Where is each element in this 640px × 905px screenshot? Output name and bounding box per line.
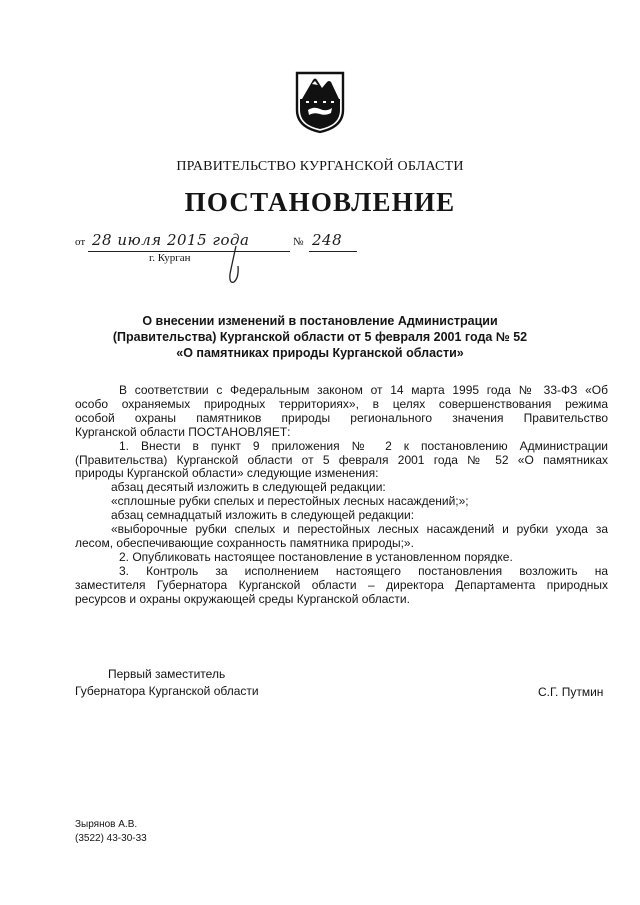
body-line: Курганской области ПОСТАНОВЛЯЕТ:: [75, 424, 291, 439]
body-line: абзац десятый изложить в следующей редакции:: [111, 480, 386, 495]
subject-line: «О памятниках природы Курганской области»: [176, 346, 464, 360]
signatory-title-line: Губернатора Курганской области: [75, 684, 259, 698]
document-subject: [90, 313, 550, 361]
signatory-name: С.Г. Путмин: [538, 685, 604, 699]
body-line: 3. Контроль за исполнением настоящего постановления возложить на: [119, 563, 608, 578]
handwriting-stroke: [222, 244, 252, 286]
body-line: природы Курганской области» следующие изменения:: [75, 466, 379, 481]
body-line: 1. Внести в пункт 9 приложения № 2 к постановлению Администрации: [119, 438, 608, 453]
body-line: особо охраняемых природных территориях», в целях совершенствования режима: [75, 396, 608, 411]
subject-line: (Правительства) Курганской области от 5 февраля 2001 года № 52: [112, 330, 528, 344]
body-line: «выборочные рубки спелых и перестойных лесных насаждений и рубки ухода за: [111, 522, 608, 537]
date-prefix: от: [75, 236, 86, 248]
body-line: (Правительства) Курганской области от 5 февраля 2001 года № 52 «О памятниках: [75, 452, 608, 467]
body-line: лесом, обеспечивающие сохранность памятника природы;».: [75, 535, 414, 550]
body-line: особой охраны памятников природы регионального значения Правительство: [75, 410, 608, 425]
body-line: абзац семнадцатый изложить в следующей редакции:: [111, 508, 415, 523]
body-line: ресурсов и охраны окружающей среды Курганской области.: [75, 591, 410, 606]
government-name: ПРАВИТЕЛЬСТВО КУРГАНСКОЙ ОБЛАСТИ: [176, 159, 464, 174]
body-line: «сплошные рубки спелых и перестойных лесных насаждений;»;: [111, 494, 469, 509]
handwritten-date: 28 июля 2015 года: [92, 231, 250, 249]
executor-name: Зырянов А.В.: [75, 819, 138, 830]
number-prefix: №: [293, 236, 304, 248]
coat-of-arms-icon: [294, 70, 346, 134]
document-type-title: ПОСТАНОВЛЕНИЕ: [184, 187, 456, 217]
document-body: [75, 384, 608, 607]
handwritten-number: 248: [312, 231, 343, 249]
signatory-title-line: Первый заместитель: [108, 667, 226, 681]
body-line: заместителя Губернатора Курганской области – директора Департамента природных: [75, 577, 608, 592]
executor-phone: (3522) 43-30-33: [75, 833, 147, 844]
body-line: 2. Опубликовать настоящее постановление в установленном порядке.: [119, 549, 513, 564]
subject-line: О внесении изменений в постановление Администрации: [142, 314, 498, 328]
number-underline: [309, 251, 357, 252]
body-line: В соответствии с Федеральным законом от 14 марта 1995 года № 33-ФЗ «Об: [119, 383, 608, 397]
city-label: г. Курган: [149, 252, 191, 264]
